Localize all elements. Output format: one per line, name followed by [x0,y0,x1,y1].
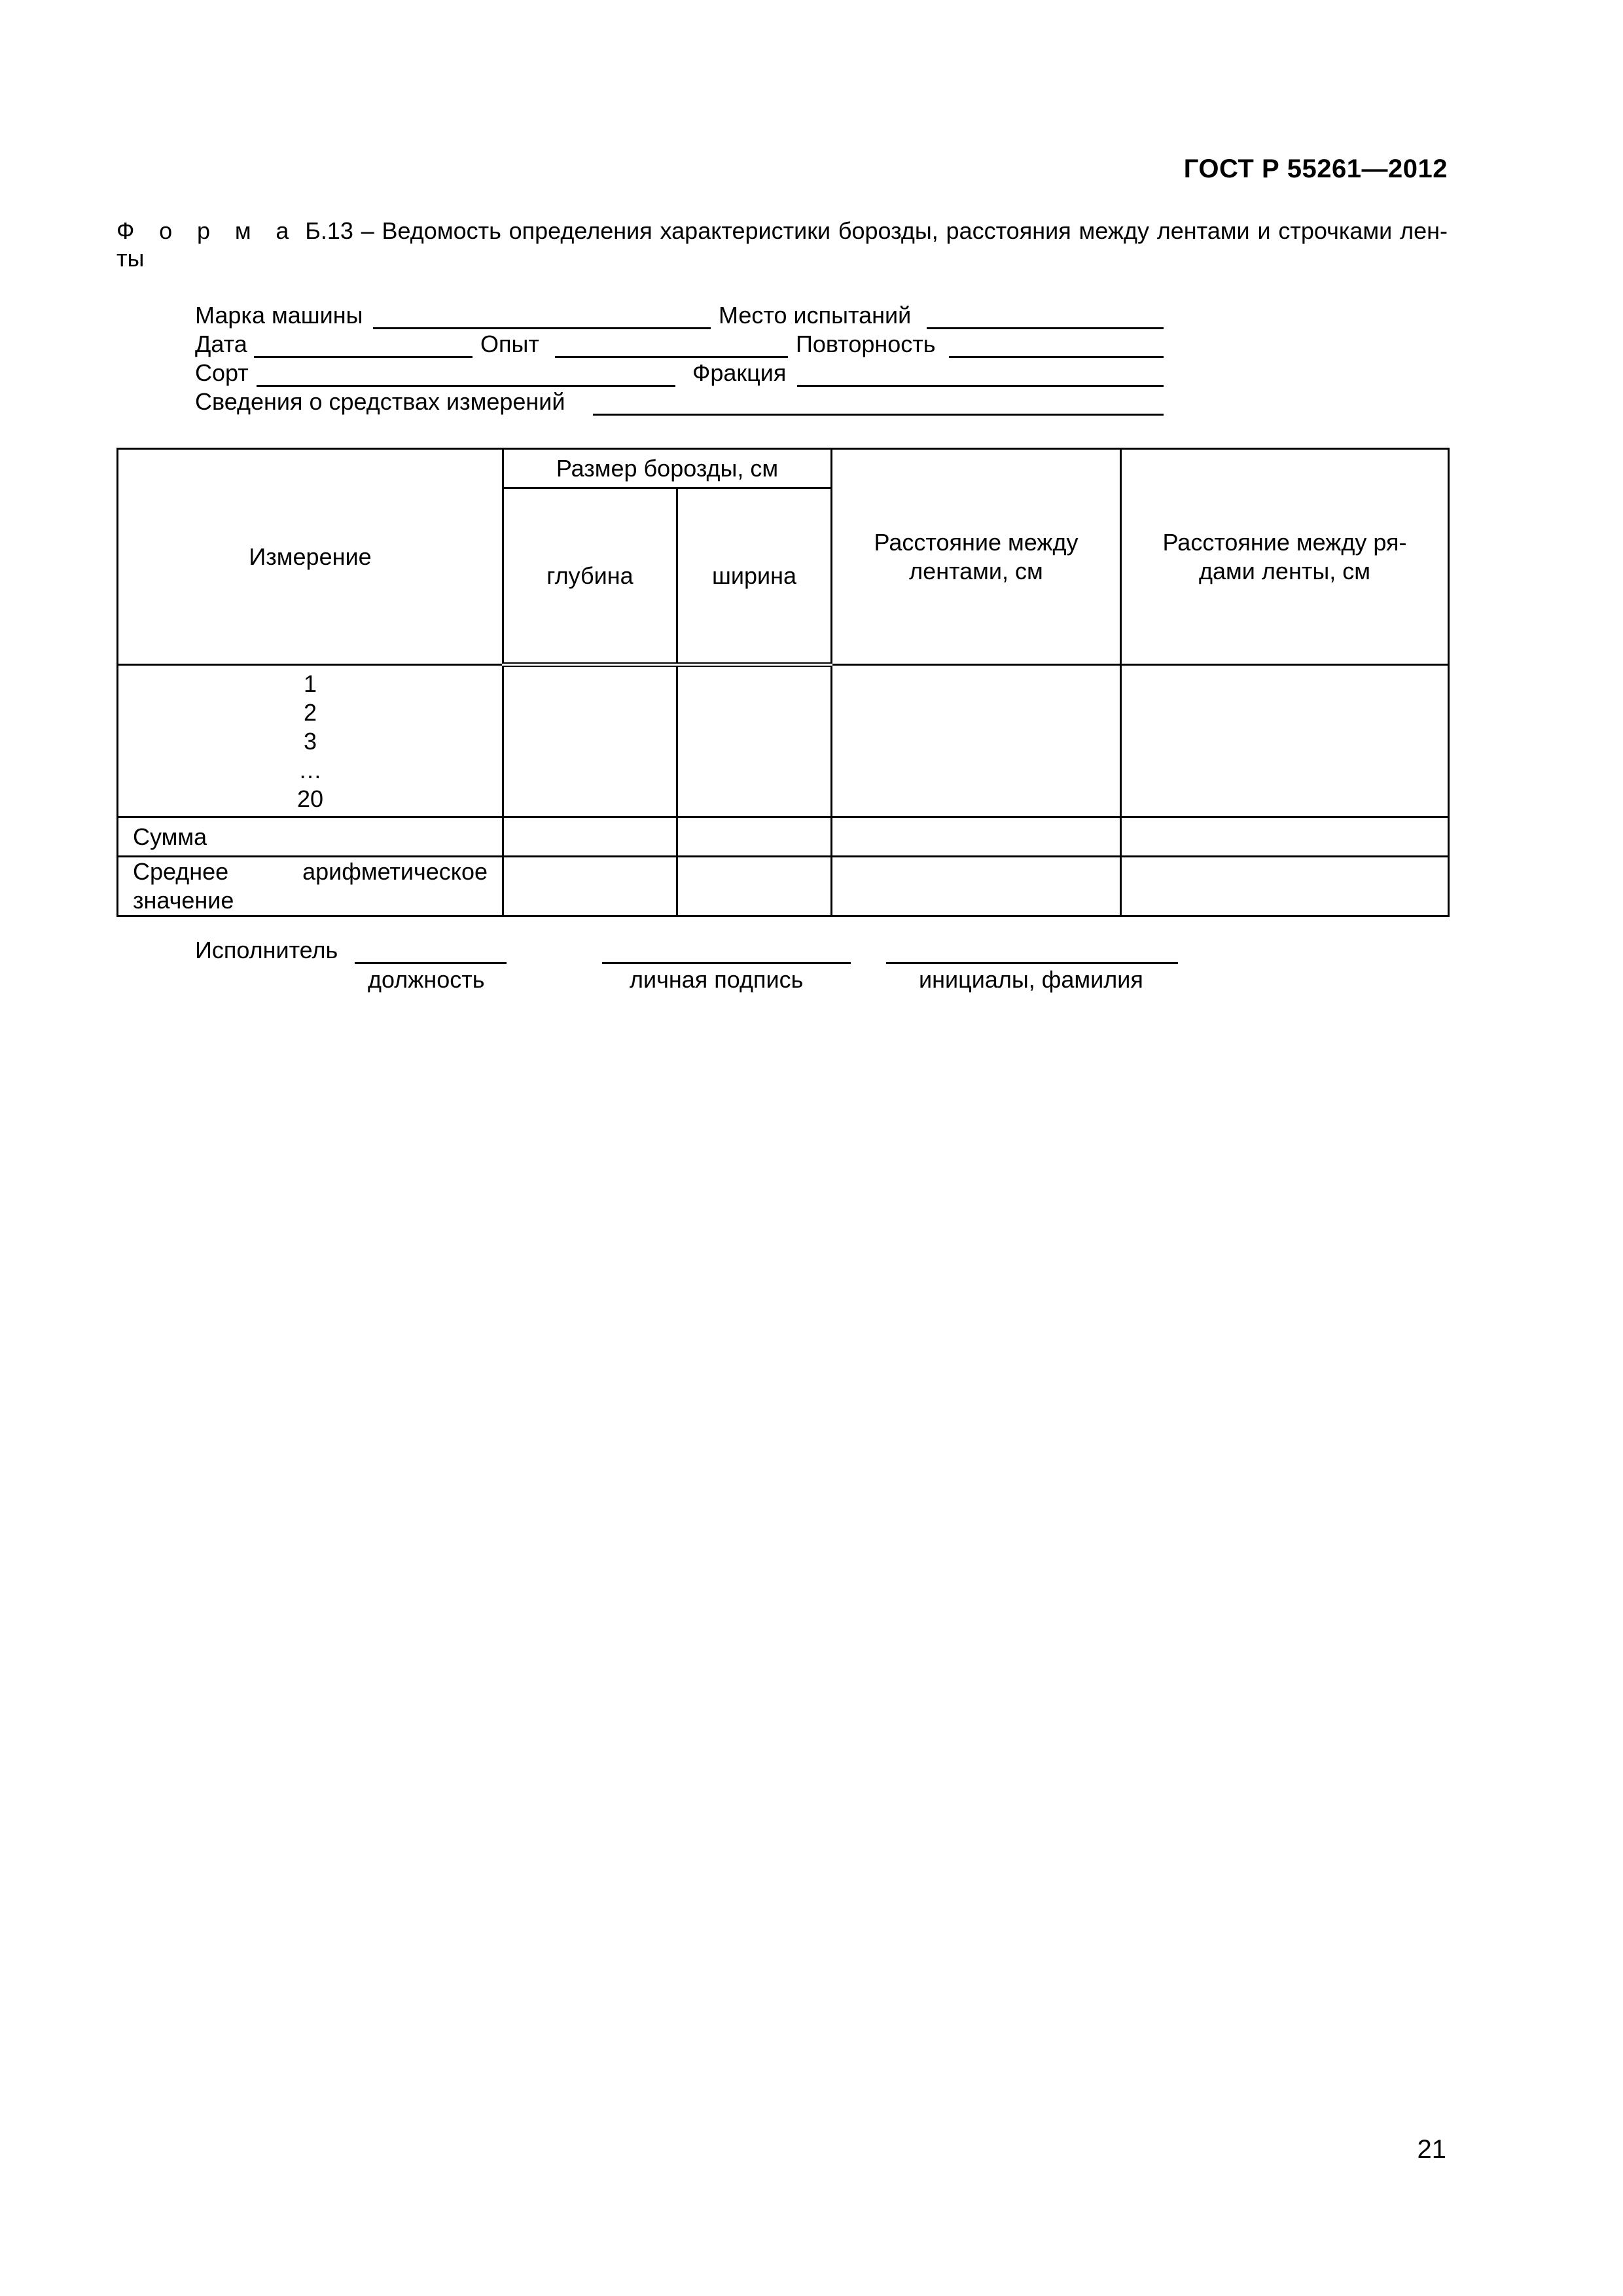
repetition-label: Повторность [796,331,936,357]
signature-field[interactable] [602,962,851,964]
mean-label-line2: значение [133,887,234,914]
mean-word-1: Среднее [133,858,229,885]
experiment-label: Опыт [480,331,539,357]
signature-caption: личная подпись [630,966,804,993]
mean-word-2: арифметическое [302,858,488,885]
form-title-text: Б.13 – Ведомость определения характеристики борозды, расстояния между лентами и строчками лен-ты [116,217,1448,272]
position-caption: должность [368,966,485,993]
machine-brand-field[interactable] [373,327,711,329]
measuring-means-label: Сведения о средствах измерений [195,388,565,415]
variety-field[interactable] [257,385,675,387]
tape-distance-values-cell[interactable] [832,665,1121,817]
page-number: 21 [1417,2135,1446,2164]
sum-row-distance-cell[interactable] [1121,817,1449,857]
date-label: Дата [195,331,247,357]
header-tape-distance: Расстояние между лентами, см [832,449,1121,665]
test-place-field[interactable] [927,327,1164,329]
experiment-field[interactable] [555,356,788,358]
header-measurement: Измерение [118,449,503,665]
variety-label: Сорт [195,359,249,386]
form-label: Ф о р м а [116,217,298,244]
header-depth: глубина [503,488,677,665]
mean-depth-cell[interactable] [503,857,677,916]
test-place-label: Место испытаний [719,302,912,329]
position-field[interactable] [355,962,507,964]
depth-values-cell[interactable] [503,665,677,817]
width-values-cell[interactable] [677,665,832,817]
measurement-number: 20 [296,785,324,812]
sum-tape-distance-cell[interactable] [832,817,1121,857]
repetition-field[interactable] [949,356,1164,358]
form-title [116,217,1448,272]
measurement-numbers-cell [118,665,503,817]
header-row-distance: Расстояние между ря-дами ленты, см [1121,449,1449,665]
measurement-number: 3 [303,728,317,755]
mean-tape-distance-cell[interactable] [832,857,1121,916]
measurement-table [116,448,1450,917]
sum-width-cell[interactable] [677,817,832,857]
name-field[interactable] [886,962,1178,964]
machine-brand-label: Марка машины [195,302,363,329]
measurement-number: 1 [303,670,317,697]
date-field[interactable] [254,356,473,358]
mean-row-label [118,857,503,916]
measuring-means-field[interactable] [593,414,1164,416]
sum-depth-cell[interactable] [503,817,677,857]
sum-row-label: Сумма [118,817,503,857]
measurement-number: … [298,757,322,783]
measurement-number: 2 [303,699,317,726]
executor-label: Исполнитель [195,937,338,963]
standard-id: ГОСТ Р 55261—2012 [1183,154,1448,183]
mean-row-distance-cell[interactable] [1121,857,1449,916]
fraction-label: Фракция [692,359,787,386]
header-furrow-size: Размер борозды, см [503,449,832,488]
mean-width-cell[interactable] [677,857,832,916]
mean-label-line1 [133,857,488,886]
row-distance-values-cell[interactable] [1121,665,1449,817]
name-caption: инициалы, фамилия [919,966,1143,993]
header-width: ширина [677,488,832,665]
fraction-field[interactable] [797,385,1164,387]
